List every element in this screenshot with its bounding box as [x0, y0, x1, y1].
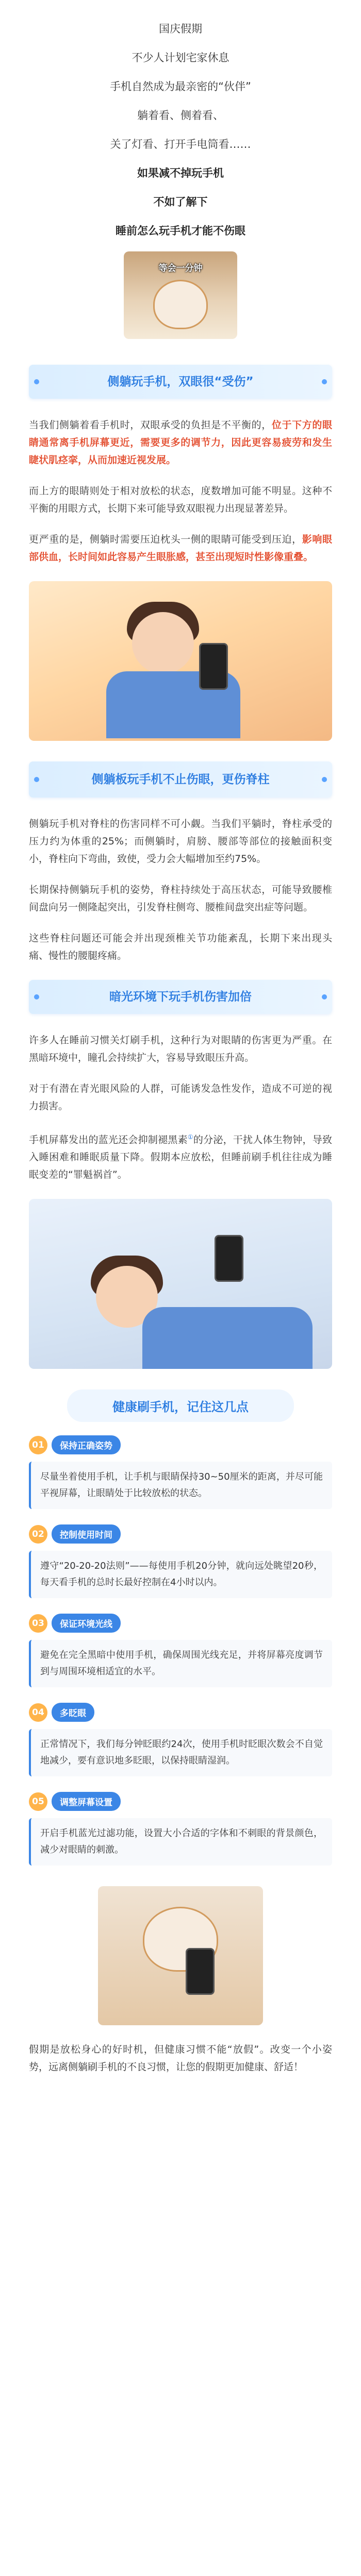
paragraph: 这些脊柱问题还可能会并出现颈椎关节功能紊乱，长期下来出现头痛、慢性的腰腿疼痛。 [29, 933, 332, 961]
tip-label: 控制使用时间 [52, 1524, 121, 1544]
tip-head [29, 1614, 332, 1633]
paragraph-text: 更严重的是，侧躺时需要压迫枕头一侧的眼睛可能受到压迫， [29, 534, 302, 545]
tip-label: 保持正确姿势 [52, 1435, 121, 1454]
paragraph: 侧躺玩手机对脊柱的伤害同样不可小觑。当我们平躺时，脊柱承受的压力约为体重的25%；而侧躺时，肩膀、腰部等部位的接触面积变小，脊柱向下弯曲，致使，受力会大幅增加至约75%。 [29, 818, 332, 865]
intro-line: 不少人计划宅家休息 [132, 52, 229, 64]
tip-label: 调整屏幕设置 [52, 1792, 121, 1811]
tip-number: 03 [29, 1614, 47, 1633]
boy-lying-phone-illustration [29, 1199, 332, 1369]
intro-line: 躺着看、侧着看、 [137, 109, 224, 122]
meme-caption: 等会一分钟 [158, 263, 203, 274]
paragraph: 对于有潜在青光眼风险的人群，可能诱发急性发作，造成不可逆的视力损害。 [29, 1083, 332, 1112]
tip-head [29, 1792, 332, 1811]
cat-face-icon [153, 280, 208, 329]
phone-icon [199, 643, 228, 690]
closing-paragraph: 假期是放松身心的好时机，但健康习惯不能“放假”。改变一个小姿势，远离侧躺刷手机的不良习惯，让您的假期更加健康、舒适！ [29, 2044, 332, 2073]
tip-text: 正常情况下，我们每分钟眨眼约24次，使用手机时眨眼次数会不自觉地减少，要有意识地多眨眼，以保持眼睛湿润。 [29, 1729, 332, 1776]
tip-head [29, 1435, 332, 1454]
intro-line: 不如了解下 [153, 196, 208, 208]
phone-icon [215, 1235, 243, 1282]
footnote-marker: ① [187, 1133, 193, 1141]
highlight-text: 位于下方的眼睛通常离手机屏幕更近，需要更多的调节力，因此更容易疲劳和发生睫状肌痉挛，从而加速近视发展。 [29, 419, 332, 466]
section-title-dim-light: 暗光环境下玩手机伤害加倍 [29, 980, 332, 1014]
intro-line: 国庆假期 [159, 23, 202, 35]
tip-item [29, 1703, 332, 1776]
intro-line: 如果减不掉玩手机 [137, 167, 224, 179]
tip-number: 04 [29, 1703, 47, 1722]
tips-list [29, 1435, 332, 1866]
cat-with-phone-image [98, 1886, 263, 2025]
paragraph: 许多人在睡前习惯关灯刷手机，这种行为对眼睛的伤害更为严重。在黑暗环境中，瞳孔会持续扩大，容易导致眼压升高。 [29, 1035, 332, 1063]
paragraph [29, 1128, 332, 1183]
head-shape [132, 612, 194, 674]
highlight-text: 影响眼部供血，长时间如此容易产生眼胀感，甚至出现短时性影像重叠。 [29, 534, 332, 563]
phone-icon [186, 1948, 215, 1995]
paragraph: 而上方的眼睛则处于相对放松的状态，度数增加可能不明显。这种不平衡的用眼方式，长期下来可能导致双眼视力出现显著差异。 [29, 485, 332, 514]
section-title-side-lying: 侧躺玩手机，双眼很“受伤” [29, 365, 332, 399]
intro-line: 睡前怎么玩手机才能不伤眼 [116, 225, 245, 237]
body-shape [142, 1307, 313, 1369]
boy-in-bed-illustration [29, 581, 332, 741]
tip-text: 遵守“20-20-20法则”——每使用手机20分钟，就向远处眺望20秒，每天看手机的总时长最好控制在4小时以内。 [29, 1551, 332, 1598]
tip-head [29, 1524, 332, 1544]
paragraph-text: 当我们侧躺着看手机时，双眼承受的负担是不平衡的， [29, 419, 272, 431]
tip-text: 尽量坐着使用手机，让手机与眼睛保持30~50厘米的距离，并尽可能平视屏幕，让眼睛处于比较放松的状态。 [29, 1462, 332, 1509]
tip-text: 开启手机蓝光过滤功能，设置大小合适的字体和不刺眼的背景颜色，减少对眼睛的刺激。 [29, 1818, 332, 1866]
paragraph [29, 416, 332, 469]
paragraph: 长期保持侧躺玩手机的姿势，脊柱持续处于高压状态，可能导致腰椎间盘向另一侧隆起突出，引发脊柱侧弯、腰椎间盘突出症等问题。 [29, 884, 332, 913]
tip-item [29, 1524, 332, 1598]
intro [29, 0, 332, 239]
tip-number: 02 [29, 1525, 47, 1544]
tip-text: 避免在完全黑暗中使用手机，确保周围光线充足，并将屏幕亮度调节到与周围环境相适宜的水平。 [29, 1640, 332, 1687]
tip-label: 多眨眼 [52, 1703, 94, 1722]
paragraph-text: 的分泌，干扰人体生物钟，导致入睡困难和睡眠质量下降。假期本应放松，但睡前刷手机往往成为睡眠变差的“罪魁祸首”。 [29, 1134, 332, 1181]
tip-item [29, 1435, 332, 1509]
section-title-spine: 侧躺板玩手机不止伤眼，更伤脊柱 [29, 761, 332, 798]
paragraph-text: 手机屏幕发出的蓝光还会抑制褪黑素 [29, 1134, 188, 1146]
tip-number: 05 [29, 1792, 47, 1811]
cat-meme-image [124, 251, 237, 339]
tip-number: 01 [29, 1436, 47, 1454]
intro-line: 关了灯看、打开手电筒看…… [110, 138, 251, 150]
tip-label: 保证环境光线 [52, 1614, 121, 1633]
tip-item [29, 1614, 332, 1687]
tip-item [29, 1792, 332, 1866]
tip-head [29, 1703, 332, 1722]
intro-line: 手机自然成为最亲密的“伙伴” [110, 80, 251, 93]
tips-title: 健康刷手机，记住这几点 [67, 1389, 294, 1422]
paragraph [29, 531, 332, 566]
